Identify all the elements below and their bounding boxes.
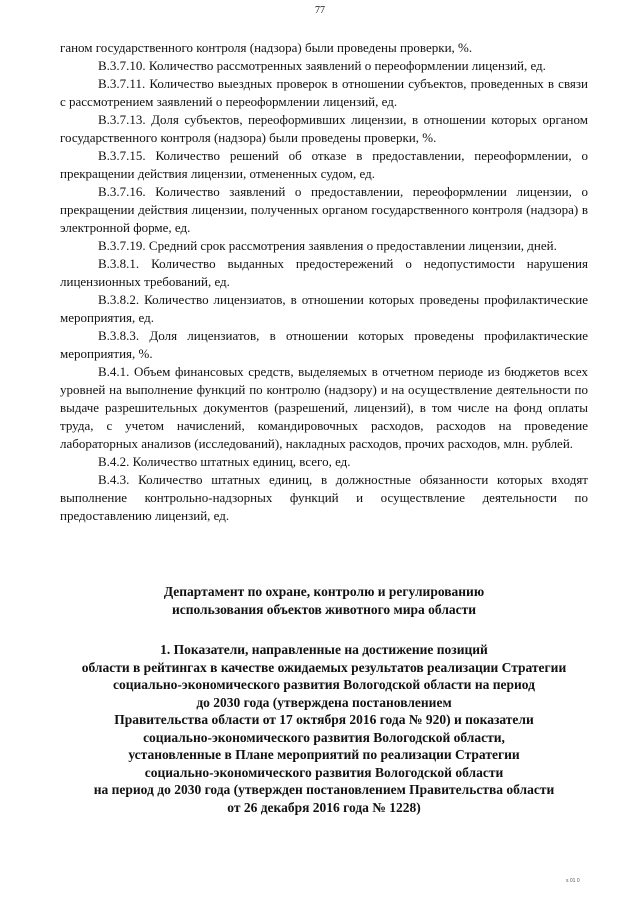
paragraph: В.3.7.15. Количество решений об отказе в предоставлении, переоформлении, о прекращении действия лицензии, отмененных судом, ед.	[60, 148, 588, 181]
heading-line: Правительства области от 17 октября 2016 года № 920) и показатели	[114, 712, 534, 727]
heading-line: социально-экономического развития Вологодской области,	[143, 729, 505, 745]
paragraph: В.3.7.13. Доля субъектов, переоформивших лицензии, в отношении которых органом государственного контроля (надзора) были проведены проверки, %.	[60, 112, 588, 145]
heading-line: на период до 2030 года (утвержден постановлением Правительства области	[93, 782, 555, 797]
heading-line: 1. Показатели, направленные на достижение позиций	[160, 642, 488, 657]
heading-line: области в рейтингах в качестве ожидаемых результатов реализации Стратегии социально-экономического развития Вологодской области на период	[81, 659, 567, 692]
paragraph: В.4.1. Объем финансовых средств, выделяемых в отчетном периоде из бюджетов всех уровней на выполнение функций по контролю (надзору) и на осуществление деятельности по выдаче разрешительных документов (разрешений, лицензий), в том числе на фонд оплаты труда, с учетом начислений, командировочных расходов, расходов на проведение лабораторных анализов (исследований), накладных расходов, прочих расходов, млн. рублей.	[60, 364, 588, 451]
paragraph: В.3.8.1. Количество выданных предостережений о недопустимости нарушения лицензионных требований, ед.	[60, 256, 588, 289]
heading-line: установленные в Плане мероприятий по реализации Стратегии	[128, 747, 520, 762]
paragraph: В.3.7.10. Количество рассмотренных заявлений о переоформлении лицензий, ед.	[98, 58, 546, 73]
paragraph: В.4.3. Количество штатных единиц, в должностные обязанности которых входят выполнение контрольно-надзорных функций и осуществление деятельности по предоставлению лицензий, ед.	[60, 472, 588, 523]
paragraph: В.3.8.2. Количество лицензиатов, в отношении которых проведены профилактические мероприятия, ед.	[60, 292, 588, 325]
paragraph: В.3.7.16. Количество заявлений о предоставлении, переоформлении лицензии, о прекращении действия лицензии, полученных органом государственного контроля (надзора) в электронной форме, ед.	[60, 184, 588, 235]
paragraph: В.3.7.19. Средний срок рассмотрения заявления о предоставлении лицензии, дней.	[98, 238, 557, 253]
paragraph: В.3.7.11. Количество выездных проверок в отношении субъектов, проведенных в связи с рассмотрением заявлений о переоформлении лицензий, ед.	[60, 76, 588, 109]
page-number: 77	[315, 5, 325, 16]
department-heading	[60, 583, 588, 619]
body-text	[60, 39, 588, 525]
paragraph: В.4.2. Количество штатных единиц, всего, ед.	[98, 454, 351, 469]
heading-line: Департамент по охране, контролю и регулированию	[163, 584, 485, 599]
section-heading	[54, 641, 594, 816]
paragraph: ганом государственного контроля (надзора) были проведены проверки, %.	[60, 40, 473, 55]
footer-mark: s 01 0	[566, 878, 580, 884]
heading-line: социально-экономического развития Вологодской области	[144, 764, 504, 780]
heading-line: от 26 декабря 2016 года № 1228)	[227, 799, 421, 815]
heading-line: использования объектов животного мира области	[171, 602, 477, 617]
paragraph: В.3.8.3. Доля лицензиатов, в отношении которых проведены профилактические мероприятия, %.	[60, 328, 588, 361]
heading-line: до 2030 года (утверждена постановлением	[196, 694, 452, 710]
